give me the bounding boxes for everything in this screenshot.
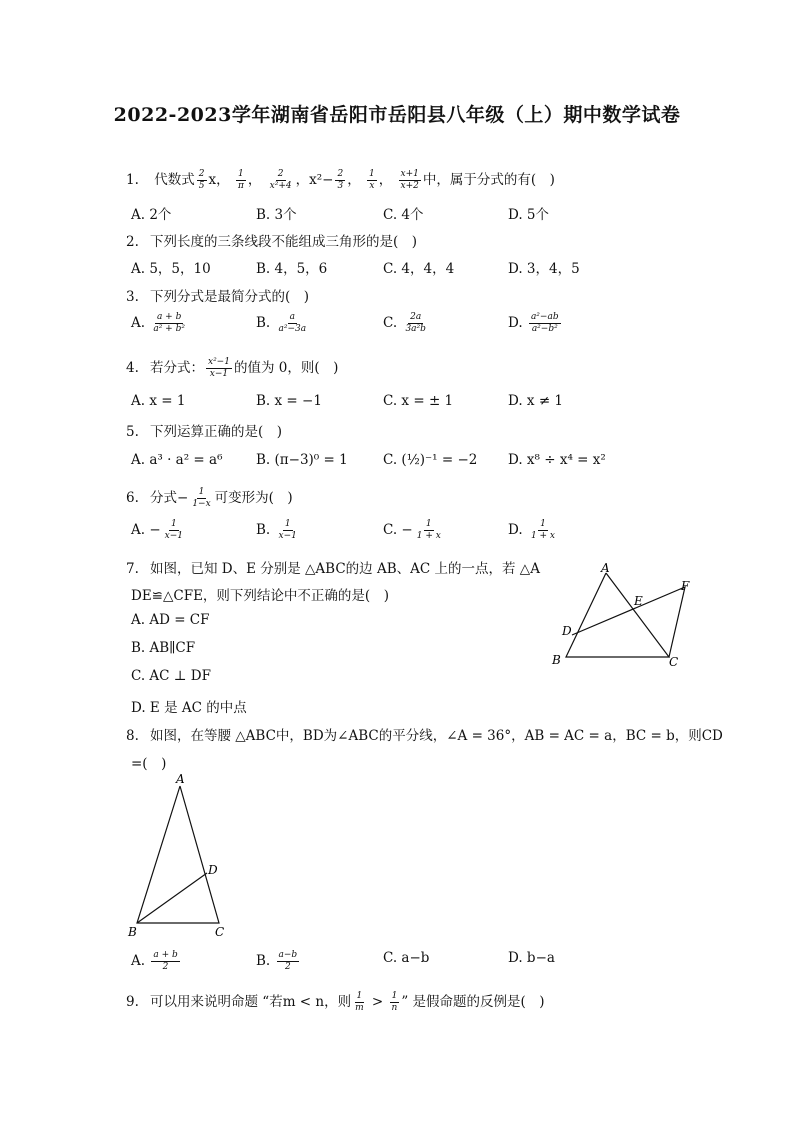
question-9: 9. 可以用来说明命题 “若m < n，则 $\frac{1}{m}$ > $\frac{1}{n}$ ” 是假命题的反例是( ): [126, 991, 545, 1013]
fraction: $\frac{1}{m}$: [355, 991, 364, 1013]
question-4: 4. 若分式： $\frac{\text{x²−1}}{x-1}$ 的值为 0，则( ): [126, 357, 339, 379]
question-text: 如图，已知 D、E 分别是 △ABC的边 AB、AC 上的一点，若 △A: [150, 561, 540, 577]
question-3: [126, 285, 309, 305]
question-1: 1. 代数式 $\frac{2}{5}$ x， $\frac{1}{\pi}$ ， $\frac{2}{\text{x²+4}}$ ，x²− $\frac{2}{3}$ ， $\frac{1}{x}$ ， $\frac{x+1}{x+2}$ 中，属于分式的有( ): [126, 169, 555, 191]
option-b[interactable]: B. 3个: [256, 207, 297, 223]
question-8: [126, 724, 723, 744]
option-b[interactable]: B. AB∥CF: [131, 640, 196, 656]
option-d[interactable]: D. 5个: [508, 207, 550, 223]
fraction: $\frac{2}{5}$: [198, 169, 205, 191]
label-b: B: [128, 925, 137, 939]
option-b[interactable]: B. 4，5，6: [256, 261, 328, 277]
isosceles-triangle-figure-q8: [125, 770, 235, 940]
label-f: F: [681, 579, 690, 593]
fraction: $\frac{2}{3}$: [337, 169, 344, 191]
question-number: 3.: [126, 289, 139, 305]
question-text: 下列长度的三条线段不能组成三角形的是( ): [150, 234, 418, 250]
option-a[interactable]: A. x = 1: [131, 393, 186, 409]
label-c: C: [669, 655, 679, 669]
option-d[interactable]: D. x ≠ 1: [508, 393, 564, 409]
question-number: 4.: [126, 360, 139, 376]
question-number: 6.: [126, 490, 139, 506]
option-d[interactable]: D. b−a: [508, 950, 555, 966]
fraction: $\frac{1}{1-x}$: [192, 487, 211, 509]
option-c[interactable]: C. AC ⊥ DF: [131, 668, 211, 684]
option-c[interactable]: C. − $\frac{1}{1 + x}$: [383, 519, 441, 541]
question-5: [126, 420, 282, 440]
question-text: 下列分式是最简分式的( ): [150, 289, 310, 305]
option-c[interactable]: C. 4个: [383, 207, 424, 223]
question-text: 代数式: [154, 172, 195, 188]
label-a: A: [176, 772, 185, 786]
option-c[interactable]: C. $\frac{2a}{\text{3a²b}}$: [383, 312, 426, 334]
question-7: [126, 557, 540, 577]
option-c[interactable]: C. x = ± 1: [383, 393, 454, 409]
question-text-continued: =( ): [131, 756, 167, 772]
label-b: B: [552, 653, 561, 667]
label-d: D: [562, 624, 572, 638]
label-e: E: [634, 594, 643, 608]
option-c[interactable]: C. a−b: [383, 950, 430, 966]
fraction: $\frac{1}{x}$: [369, 169, 375, 191]
option-c[interactable]: C. (½)⁻¹ = −2: [383, 452, 478, 468]
question-number: 8.: [126, 728, 139, 744]
question-2: [126, 230, 417, 250]
option-d[interactable]: D. E 是 AC 的中点: [131, 700, 247, 716]
fraction: $\frac{x+1}{x+2}$: [400, 169, 419, 191]
option-d[interactable]: D. $\frac{1}{1 + x}$: [508, 519, 556, 541]
option-b[interactable]: B. $\frac{a-b}{2}$: [256, 950, 298, 972]
option-b[interactable]: B. (π−3)⁰ = 1: [256, 452, 348, 468]
option-a[interactable]: A. $\frac{a + b}{2}$: [131, 950, 178, 972]
label-d: D: [208, 863, 218, 877]
question-text-continued: DE≌△CFE，则下列结论中不正确的是( ): [131, 588, 389, 604]
question-number: 2.: [126, 234, 139, 250]
option-b[interactable]: B. x = −1: [256, 393, 322, 409]
option-a[interactable]: A. AD = CF: [131, 612, 210, 628]
fraction: $\frac{1}{\pi}$: [237, 169, 244, 191]
option-b[interactable]: B. $\frac{1}{x-1}$: [256, 519, 297, 541]
label-c: C: [215, 925, 225, 939]
question-number: 1.: [126, 172, 139, 188]
option-a[interactable]: A. a³ · a² = a⁶: [131, 452, 223, 468]
label-a: A: [601, 561, 610, 575]
option-a[interactable]: A. $\frac{a + b}{\text{a² + b²}}$: [131, 312, 185, 334]
fraction: $\frac{\text{x²−1}}{x-1}$: [208, 357, 230, 379]
question-text: 如图，在等腰 △ABC中，BD为∠ABC的平分线，∠A = 36°，AB = AC = a，BC = b，则CD: [150, 728, 723, 744]
question-number: 5.: [126, 424, 139, 440]
option-a[interactable]: A. 5，5，10: [131, 261, 211, 277]
question-6: 6. 分式− $\frac{1}{1-x}$ 可变形为( ): [126, 487, 293, 509]
option-d[interactable]: D. x⁸ ÷ x⁴ = x²: [508, 452, 606, 468]
option-d[interactable]: D. 3，4，5: [508, 261, 580, 277]
fraction: $\frac{1}{n}$: [391, 991, 398, 1013]
question-number: 7.: [126, 561, 139, 577]
triangle-figure-q7: [545, 560, 705, 670]
option-b[interactable]: B. $\frac{a}{\text{a²−3a}}$: [256, 312, 307, 334]
option-a[interactable]: A. 2个: [131, 207, 172, 223]
fraction: $\frac{2}{\text{x²+4}}$: [269, 169, 292, 191]
option-d[interactable]: D. $\frac{\text{a²−ab}}{\text{a²−b²}}$: [508, 312, 559, 334]
question-number: 9.: [126, 994, 139, 1010]
question-text: 下列运算正确的是( ): [150, 424, 283, 440]
option-c[interactable]: C. 4，4，4: [383, 261, 455, 277]
page-title: 2022-2023学年湖南省岳阳市岳阳县八年级（上）期中数学试卷: [113, 104, 681, 126]
option-a[interactable]: A. − $\frac{1}{x-1}$: [131, 519, 183, 541]
